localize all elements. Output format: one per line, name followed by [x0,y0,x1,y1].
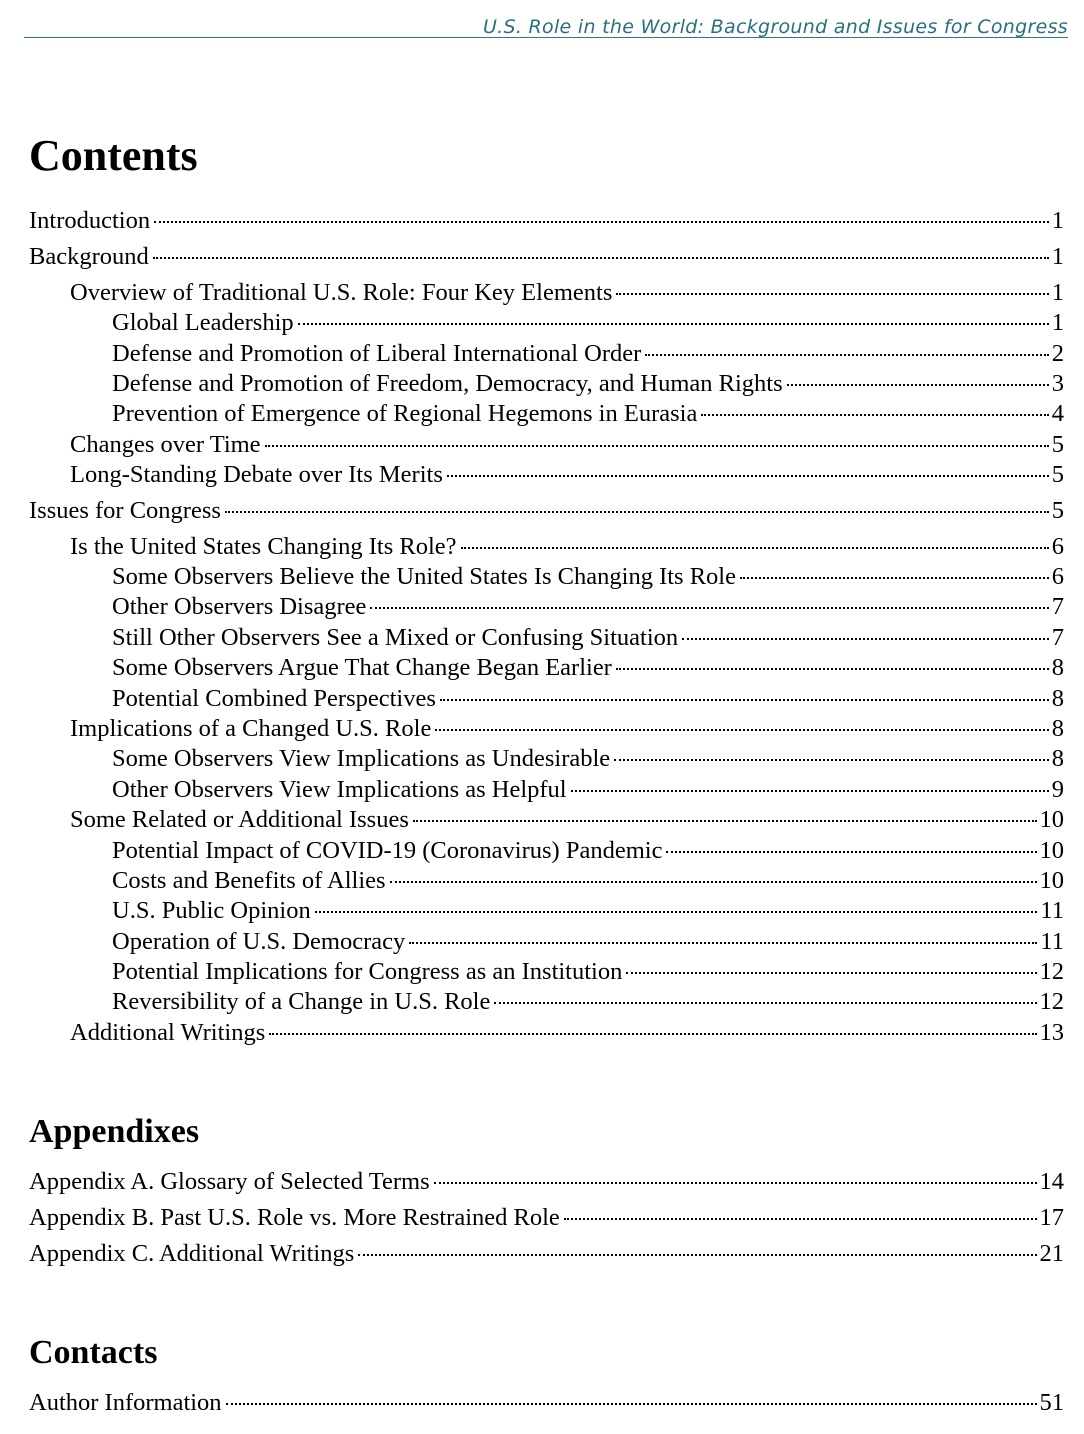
toc-entry[interactable] [70,278,1064,308]
dot-leader [370,607,1048,609]
toc-entry-page-number[interactable]: 11 [1040,897,1064,924]
toc-entry-label[interactable]: Appendix C. Additional Writings [29,1240,355,1267]
toc-entry-page-number[interactable]: 7 [1051,624,1064,651]
toc-entry[interactable] [70,532,1064,562]
toc-entry[interactable] [112,987,1064,1017]
toc-entry-label[interactable]: Prevention of Emergence of Regional Hegemons in Eurasia [112,400,698,427]
toc-entry[interactable] [70,805,1064,835]
toc-entry-page-number[interactable]: 5 [1051,497,1064,524]
toc-entry[interactable] [112,684,1064,714]
toc-entry-label[interactable]: Potential Combined Perspectives [112,685,436,712]
dot-leader [315,911,1038,913]
dot-leader [447,475,1049,477]
contacts-heading: Contacts [29,1334,158,1371]
toc-entry[interactable] [29,496,1064,526]
running-header [24,14,1068,38]
toc-entry-label[interactable]: Defense and Promotion of Liberal International Order [112,340,642,367]
toc-entry-label[interactable]: Other Observers View Implications as Helpful [112,776,567,803]
dot-leader [358,1254,1036,1256]
toc-entry-page-number[interactable]: 3 [1051,370,1064,397]
toc-entry[interactable] [112,308,1064,338]
toc-entry-page-number[interactable]: 11 [1040,928,1064,955]
dot-leader [645,354,1048,356]
toc-entry-page-number[interactable]: 1 [1051,309,1064,336]
toc-entry-label[interactable]: Some Observers Argue That Change Began Earlier [112,654,612,681]
toc-entry-label[interactable]: Additional Writings [70,1019,266,1046]
dot-leader [571,790,1049,792]
toc-entry-page-number[interactable]: 17 [1039,1204,1064,1231]
toc-entry[interactable] [70,460,1064,490]
running-header-title: U.S. Role in the World: Background and Issues for Congress [482,16,1068,38]
toc-entry[interactable] [112,957,1064,987]
toc-entry-label[interactable]: Potential Impact of COVID-19 (Coronavirus) Pandemic [112,837,663,864]
toc-entry-label[interactable]: Long-Standing Debate over Its Merits [70,461,443,488]
toc-entry-page-number[interactable]: 2 [1051,340,1064,367]
toc-entry[interactable] [70,430,1064,460]
dot-leader [226,1403,1037,1405]
toc-entry-label[interactable]: Some Observers View Implications as Undesirable [112,745,611,772]
toc-entry[interactable] [112,896,1064,926]
toc-entry-label[interactable]: Author Information [29,1389,222,1416]
dot-leader [435,729,1048,731]
toc-entry-label[interactable]: Appendix B. Past U.S. Role vs. More Restrained Role [29,1204,560,1231]
toc-entry-label[interactable]: Implications of a Changed U.S. Role [70,715,432,742]
dot-leader [265,445,1049,447]
toc-entry-page-number[interactable]: 12 [1039,958,1064,985]
toc-entry-label[interactable]: Background [29,243,149,270]
dot-leader [626,972,1036,974]
toc-entry[interactable] [70,714,1064,744]
toc-entry[interactable] [112,744,1064,774]
toc-entry[interactable] [29,242,1064,272]
dot-leader [390,881,1037,883]
toc-entry-label[interactable]: Appendix A. Glossary of Selected Terms [29,1168,430,1195]
toc-entry-page-number[interactable]: 1 [1051,279,1064,306]
toc-entry-page-number[interactable]: 8 [1051,745,1064,772]
dot-leader [666,851,1036,853]
toc-entry-label[interactable]: Defense and Promotion of Freedom, Democracy, and Human Rights [112,370,783,397]
toc-entry[interactable] [29,1167,1064,1197]
dot-leader [440,699,1049,701]
dot-leader [701,414,1048,416]
toc-entry-page-number[interactable]: 9 [1051,776,1064,803]
toc-entry[interactable] [112,623,1064,653]
toc-entry-label[interactable]: Reversibility of a Change in U.S. Role [112,988,491,1015]
toc-entry-page-number[interactable]: 1 [1051,207,1064,234]
toc-entry-label[interactable]: Issues for Congress [29,497,221,524]
toc-entry[interactable] [112,866,1064,896]
appendixes-heading: Appendixes [29,1113,200,1150]
toc-entry-label[interactable]: Introduction [29,207,151,234]
dot-leader [564,1218,1037,1220]
toc-entry-page-number[interactable]: 7 [1051,593,1064,620]
toc-entry-label[interactable]: Changes over Time [70,431,261,458]
toc-entry-label[interactable]: Operation of U.S. Democracy [112,928,406,955]
toc-entry-page-number[interactable]: 12 [1039,988,1064,1015]
toc-entry-page-number[interactable]: 10 [1039,867,1064,894]
toc-entry-page-number[interactable]: 6 [1051,533,1064,560]
toc-entry-page-number[interactable]: 8 [1051,715,1064,742]
toc-entry-page-number[interactable]: 14 [1039,1168,1064,1195]
toc-entry-page-number[interactable]: 51 [1039,1389,1064,1416]
dot-leader [269,1033,1036,1035]
toc-entry-label[interactable]: Potential Implications for Congress as an Institution [112,958,623,985]
dot-leader [409,942,1037,944]
toc-entry-page-number[interactable]: 5 [1051,461,1064,488]
toc-entry[interactable] [112,927,1064,957]
toc-entry-label[interactable]: Some Observers Believe the United States Is Changing Its Role [112,563,736,590]
dot-leader [682,638,1049,640]
toc-entry-label[interactable]: Costs and Benefits of Allies [112,867,386,894]
dot-leader [787,384,1049,386]
toc-entry[interactable] [112,369,1064,399]
dot-leader [614,759,1049,761]
dot-leader [461,547,1049,549]
toc-entry[interactable] [112,775,1064,805]
toc-entry-page-number[interactable]: 8 [1051,685,1064,712]
dot-leader [153,257,1049,259]
dot-leader [225,511,1049,513]
toc-entry-page-number[interactable]: 21 [1039,1240,1064,1267]
contents-heading: Contents [29,131,198,180]
toc-entry-label[interactable]: U.S. Public Opinion [112,897,311,924]
toc-entry[interactable] [112,339,1064,369]
toc-entry[interactable] [29,1388,1064,1418]
toc-entry-label[interactable]: Some Related or Additional Issues [70,806,409,833]
toc-entry[interactable] [112,562,1064,592]
dot-leader [154,221,1049,223]
toc-entry[interactable] [112,836,1064,866]
toc-entry[interactable] [112,653,1064,683]
toc-entry[interactable] [29,1239,1064,1269]
toc-entry-page-number[interactable]: 5 [1051,431,1064,458]
toc-entry[interactable] [112,399,1064,429]
dot-leader [298,323,1049,325]
toc-entry-page-number[interactable]: 10 [1039,837,1064,864]
toc-entry-label[interactable]: Global Leadership [112,309,294,336]
dot-leader [434,1182,1037,1184]
toc-entry-label[interactable]: Is the United States Changing Its Role? [70,533,457,560]
dot-leader [494,1002,1036,1004]
toc-entry-page-number[interactable]: 6 [1051,563,1064,590]
toc-entry-page-number[interactable]: 10 [1039,806,1064,833]
toc-entry-label[interactable]: Overview of Traditional U.S. Role: Four Key Elements [70,279,613,306]
toc-entry[interactable] [29,1203,1064,1233]
toc-entry[interactable] [112,592,1064,622]
dot-leader [616,668,1049,670]
toc-entry-label[interactable]: Other Observers Disagree [112,593,367,620]
toc-entry-page-number[interactable]: 1 [1051,243,1064,270]
toc-entry-page-number[interactable]: 8 [1051,654,1064,681]
dot-leader [413,820,1037,822]
toc-entry-page-number[interactable]: 4 [1051,400,1064,427]
dot-leader [616,293,1048,295]
toc-entry[interactable] [29,206,1064,236]
dot-leader [740,577,1049,579]
toc-entry-page-number[interactable]: 13 [1039,1019,1064,1046]
toc-entry-label[interactable]: Still Other Observers See a Mixed or Confusing Situation [112,624,679,651]
toc-entry[interactable] [70,1018,1064,1048]
